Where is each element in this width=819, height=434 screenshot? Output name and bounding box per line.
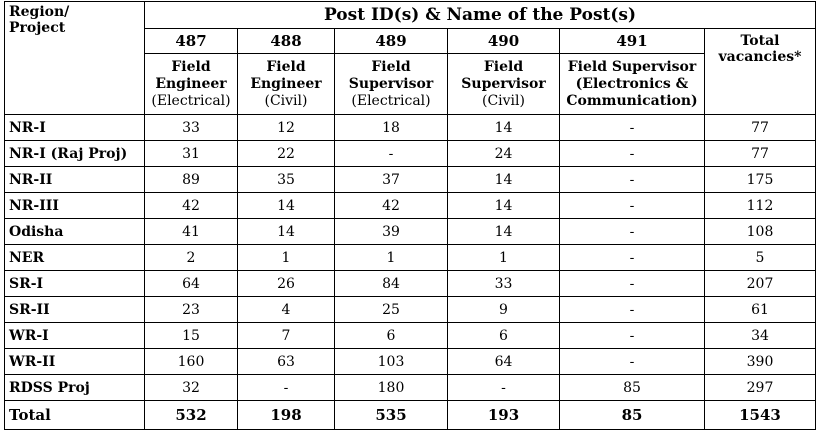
vacancy-cell: 35 [238, 167, 335, 193]
total-vacancies-header [705, 29, 816, 115]
vacancy-cell: - [560, 115, 705, 141]
vacancy-cell: - [560, 271, 705, 297]
total-cell: 535 [335, 401, 448, 430]
region-header-line2: Project [9, 20, 66, 36]
total-cell: 198 [238, 401, 335, 430]
vacancy-cell: 14 [238, 193, 335, 219]
total-header-line2: vacancies* [718, 49, 802, 65]
region-header-line1: Region/ [9, 4, 70, 20]
vacancy-table [4, 1, 816, 430]
post-name-488 [238, 54, 335, 115]
totals-label: Total [5, 401, 145, 430]
row-total-cell: 34 [705, 323, 816, 349]
vacancy-cell: 4 [238, 297, 335, 323]
row-total-cell: 297 [705, 375, 816, 401]
post-name-489 [335, 54, 448, 115]
vacancy-cell: 12 [238, 115, 335, 141]
region-cell: NR-III [5, 193, 145, 219]
vacancy-cell: - [560, 141, 705, 167]
vacancy-cell: 14 [448, 193, 560, 219]
post-id-487: 487 [145, 29, 238, 54]
region-cell: NER [5, 245, 145, 271]
vacancy-cell: 6 [448, 323, 560, 349]
post-name-line: Engineer [155, 75, 227, 92]
region-cell: NR-I [5, 115, 145, 141]
row-total-cell: 108 [705, 219, 816, 245]
post-name-line: (Electrical) [151, 92, 231, 109]
row-total-cell: 390 [705, 349, 816, 375]
vacancy-cell: 2 [145, 245, 238, 271]
table-row [5, 167, 816, 193]
post-id-489: 489 [335, 29, 448, 54]
total-cell: 85 [560, 401, 705, 430]
row-total-cell: 175 [705, 167, 816, 193]
vacancy-cell: 18 [335, 115, 448, 141]
table-body [5, 115, 816, 401]
vacancy-cell: 14 [448, 167, 560, 193]
vacancy-cell: 42 [145, 193, 238, 219]
row-total-cell: 5 [705, 245, 816, 271]
region-cell: NR-II [5, 167, 145, 193]
table-row [5, 193, 816, 219]
vacancy-cell: - [560, 349, 705, 375]
post-name-line: Field [483, 58, 524, 75]
total-header-line1: Total [740, 33, 780, 49]
vacancy-cell: 180 [335, 375, 448, 401]
table-row [5, 115, 816, 141]
vacancy-cell: 39 [335, 219, 448, 245]
vacancy-cell: - [238, 375, 335, 401]
table-row [5, 375, 816, 401]
vacancy-cell: 26 [238, 271, 335, 297]
vacancy-cell: - [448, 375, 560, 401]
post-name-491 [560, 54, 705, 115]
region-cell: NR-I (Raj Proj) [5, 141, 145, 167]
post-name-line: Field Supervisor [567, 58, 697, 75]
vacancy-cell: - [560, 219, 705, 245]
vacancy-cell: - [335, 141, 448, 167]
vacancy-cell: 1 [448, 245, 560, 271]
vacancy-cell: 33 [448, 271, 560, 297]
table-row [5, 323, 816, 349]
vacancy-cell: 9 [448, 297, 560, 323]
vacancy-cell: 14 [238, 219, 335, 245]
vacancy-cell: 14 [448, 115, 560, 141]
row-total-cell: 207 [705, 271, 816, 297]
row-total-cell: 61 [705, 297, 816, 323]
region-cell: WR-I [5, 323, 145, 349]
row-total-cell: 77 [705, 141, 816, 167]
post-name-line: Field [171, 58, 211, 75]
post-id-488: 488 [238, 29, 335, 54]
post-name-line: Engineer [250, 75, 322, 92]
vacancy-cell: 24 [448, 141, 560, 167]
vacancy-cell: 64 [145, 271, 238, 297]
post-id-490: 490 [448, 29, 560, 54]
grand-total-cell: 1543 [705, 401, 816, 430]
region-cell: SR-II [5, 297, 145, 323]
vacancy-cell: 33 [145, 115, 238, 141]
vacancy-cell: 25 [335, 297, 448, 323]
vacancy-cell: 7 [238, 323, 335, 349]
total-cell: 193 [448, 401, 560, 430]
vacancy-cell: - [560, 167, 705, 193]
row-total-cell: 77 [705, 115, 816, 141]
vacancy-cell: 22 [238, 141, 335, 167]
post-name-line: (Civil) [482, 92, 525, 109]
post-name-line: Communication) [566, 92, 698, 109]
row-total-cell: 112 [705, 193, 816, 219]
table-row [5, 141, 816, 167]
vacancy-cell: 31 [145, 141, 238, 167]
vacancy-cell: - [560, 193, 705, 219]
vacancy-cell: 6 [335, 323, 448, 349]
region-project-header [5, 2, 145, 115]
vacancy-cell: 1 [238, 245, 335, 271]
region-cell: RDSS Proj [5, 375, 145, 401]
post-name-line: Field [371, 58, 411, 75]
post-name-line: (Civil) [264, 92, 308, 109]
table-row [5, 349, 816, 375]
vacancy-cell: - [560, 323, 705, 349]
table-row [5, 271, 816, 297]
table-row [5, 245, 816, 271]
region-cell: WR-II [5, 349, 145, 375]
vacancy-cell: 84 [335, 271, 448, 297]
vacancy-cell: - [560, 245, 705, 271]
post-name-490 [448, 54, 560, 115]
region-cell: Odisha [5, 219, 145, 245]
vacancy-cell: 15 [145, 323, 238, 349]
post-title-header: Post ID(s) & Name of the Post(s) [145, 2, 816, 29]
post-id-491: 491 [560, 29, 705, 54]
vacancy-cell: 89 [145, 167, 238, 193]
table-row [5, 297, 816, 323]
post-name-line: Supervisor [348, 75, 434, 92]
vacancy-cell: 63 [238, 349, 335, 375]
vacancy-cell: 103 [335, 349, 448, 375]
post-name-line: (Electrical) [351, 92, 431, 109]
vacancy-cell: 42 [335, 193, 448, 219]
post-name-line: Supervisor [461, 75, 546, 92]
vacancy-cell: 85 [560, 375, 705, 401]
post-name-line: Field [266, 58, 306, 75]
vacancy-cell: 64 [448, 349, 560, 375]
totals-row [5, 401, 816, 430]
vacancy-cell: 1 [335, 245, 448, 271]
table-row [5, 219, 816, 245]
vacancy-cell: 160 [145, 349, 238, 375]
vacancy-cell: 41 [145, 219, 238, 245]
total-cell: 532 [145, 401, 238, 430]
vacancy-cell: 23 [145, 297, 238, 323]
post-name-line: (Electronics & [575, 75, 689, 92]
vacancy-cell: 14 [448, 219, 560, 245]
vacancy-cell: - [560, 297, 705, 323]
vacancy-cell: 37 [335, 167, 448, 193]
post-name-487 [145, 54, 238, 115]
vacancy-cell: 32 [145, 375, 238, 401]
region-cell: SR-I [5, 271, 145, 297]
